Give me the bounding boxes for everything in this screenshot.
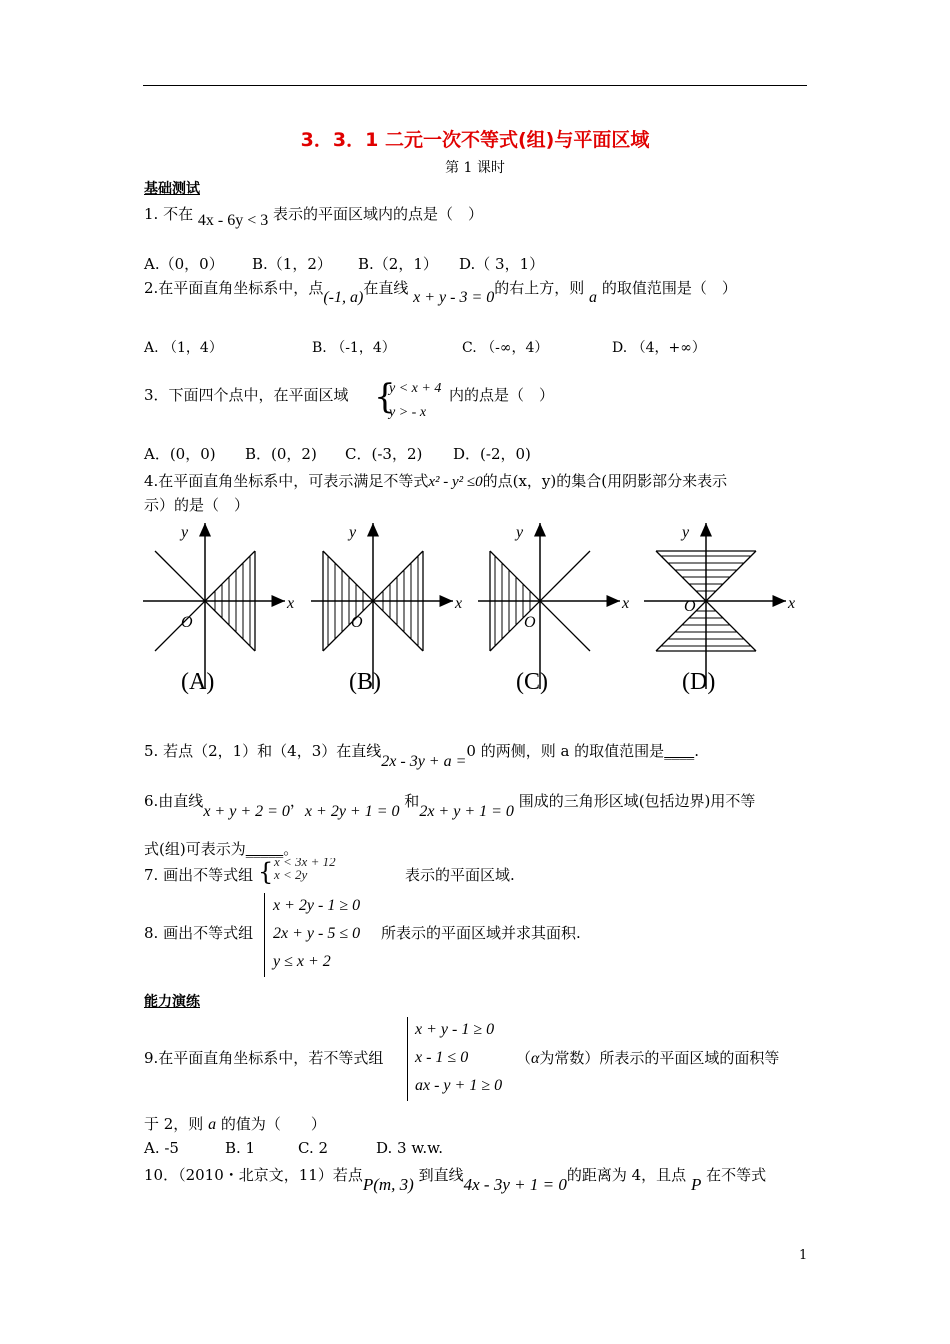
q8-ineq-2: 2x + y - 5 ≤ 0: [273, 925, 361, 942]
q3-ineq-1: y < x + 4: [389, 381, 442, 396]
q2-point: (-1, a): [323, 289, 364, 306]
q3-option-a: A．(0，0): [144, 445, 216, 463]
question-2: [144, 277, 737, 306]
q1-option-c: B.（2，1）: [358, 255, 438, 273]
question-1: [144, 203, 484, 229]
q10-text-d: 在不等式: [706, 1166, 767, 1184]
q9-paren: （: [516, 1049, 532, 1067]
q3-brace: {: [374, 377, 396, 417]
figure-d-x-label: x: [788, 595, 796, 612]
header-rule: [143, 85, 807, 86]
q4-text-b: 的点(x，y)的集合(用阴影部分来表示: [482, 472, 728, 490]
q5-blank[interactable]: ____: [664, 742, 695, 760]
q4-ineq: x² - y² ≤0: [428, 474, 483, 490]
question-6: [144, 790, 756, 820]
q9-line2: [144, 1113, 326, 1134]
q1-option-d: D.（ 3，1）: [459, 255, 545, 273]
q5-text-b: 0 的两侧，则 a 的取值范围是: [466, 742, 665, 760]
q6-sep: ，: [289, 792, 305, 810]
q9-var: a: [208, 1116, 217, 1133]
q7-system: [268, 858, 402, 884]
q10-text-c: 的距离为 4，且点: [566, 1166, 687, 1184]
q4-text: 4.在平面直角坐标系中，可表示满足不等式: [144, 472, 429, 490]
q3-text-b: 内的点是（ ）: [449, 386, 555, 404]
figure-d-caption: (D): [682, 669, 716, 695]
q1-option-a: A.（0，0）: [144, 255, 224, 273]
q10-var: P: [690, 1175, 702, 1194]
q6-and: 和: [404, 792, 420, 810]
figure-a-y-label: y: [181, 524, 189, 541]
figure-a: [143, 523, 294, 695]
q4-figures: [140, 513, 820, 698]
q10-line: 4x - 3y + 1 = 0: [463, 1175, 567, 1194]
q9-text-line2-b: 的值为（ ）: [220, 1115, 326, 1133]
q8-ineq-3: y ≤ x + 2: [273, 953, 331, 970]
q6-text-line2: 式(组)可表示为: [144, 840, 246, 858]
q9-ineq-1: x + y - 1 ≥ 0: [415, 1021, 495, 1038]
q8-brace: [264, 893, 267, 977]
q6-line-2: x + 2y + 1 = 0: [304, 803, 400, 820]
q6-text-b: 围成的三角形区域(包括边界)用不等: [518, 792, 756, 810]
q7-brace: {: [258, 858, 274, 886]
question-8-text: 8. 画出不等式组: [144, 924, 254, 942]
q3-option-c: C．(-3，2): [345, 445, 423, 463]
figure-a-caption: (A): [181, 669, 215, 695]
q6-line-1: x + y + 2 = 0: [203, 803, 290, 820]
q3-ineq-2: y > - x: [389, 405, 427, 420]
q1-math: 4x - 6y < 3: [197, 212, 269, 229]
q9-text-line2: 于 2，则: [144, 1115, 204, 1133]
q2-text-d: 的取值范围是（ ）: [601, 279, 737, 297]
q5-text: 5. 若点（2，1）和（4，3）在直线: [144, 742, 382, 760]
figure-b-caption: (B): [349, 669, 381, 695]
q6-text: 6.由直线: [144, 792, 204, 810]
q9-ineq-2: x - 1 ≤ 0: [415, 1049, 469, 1066]
q9-option-d: D. 3 w.w.: [376, 1139, 443, 1157]
q4-text-line2: 示）的是（ ）: [144, 496, 250, 514]
q10-point: P(m, 3): [362, 1175, 414, 1194]
figure-c-x-label: x: [622, 595, 630, 612]
figure-d: [644, 523, 795, 695]
q9-text-b: 为常数）所表示的平面区域的面积等: [539, 1049, 780, 1067]
q7-text-b: 表示的平面区域.: [405, 866, 515, 884]
q6-blank[interactable]: _____: [245, 840, 284, 858]
q2-line: x + y - 3 = 0: [413, 289, 495, 306]
q10-text: 10．（2010・北京文，11）若点: [144, 1166, 363, 1184]
q5-end: .: [694, 742, 699, 760]
q6-line2: [144, 838, 298, 859]
figure-c-origin: O: [524, 614, 536, 631]
figure-b-x-label: x: [455, 595, 463, 612]
q1-option-b: B.（1，2）: [252, 255, 332, 273]
q9-ineq-3: ax - y + 1 ≥ 0: [415, 1077, 503, 1094]
q9-brace: [407, 1017, 410, 1101]
q2-option-a: A. （1，4）: [144, 340, 223, 356]
q1-text: 1. 不在: [144, 205, 194, 223]
question-3-text: 3．下面四个点中，在平面区域: [144, 386, 349, 404]
figure-d-origin: O: [684, 598, 696, 615]
q5-line: 2x - 3y + a =: [381, 753, 467, 770]
question-4: [144, 470, 727, 491]
q2-text-b: 在直线: [363, 279, 409, 297]
page-title: 3．3．1 二元一次不等式(组)与平面区域: [300, 129, 650, 151]
q2-option-b: B. （-1，4）: [312, 340, 396, 356]
q8-ineq-1: x + 2y - 1 ≥ 0: [273, 897, 361, 914]
q7-ineq-1: x < 3x + 12: [274, 858, 336, 869]
q9-option-b: B. 1: [225, 1139, 256, 1157]
figure-c: [478, 523, 629, 695]
q8-text-b: 所表示的平面区域并求其面积.: [381, 924, 581, 942]
q1-text-b: 表示的平面区域内的点是（ ）: [273, 205, 484, 223]
q6-line-3: 2x + y + 1 = 0: [419, 803, 514, 820]
question-7-text: 7. 画出不等式组: [144, 866, 254, 884]
section-heading-ability: 能力演练: [144, 994, 200, 1010]
q2-text-c: 的右上方，则: [494, 279, 585, 297]
question-5: [144, 740, 699, 770]
figure-d-y-label: y: [682, 524, 690, 541]
q7-ineq-2: x < 2y: [274, 867, 308, 882]
q3-option-d: D．(-2，0): [453, 445, 531, 463]
figure-b: [311, 523, 462, 695]
page-subtitle: 第 1 课时: [445, 160, 505, 176]
q10-text-b: 到直线: [418, 1166, 464, 1184]
q9-option-a: A. -5: [144, 1139, 179, 1157]
figure-c-y-label: y: [516, 524, 524, 541]
question-9-text: 9.在平面直角坐标系中，若不等式组: [144, 1049, 384, 1067]
q9-option-c: C. 2: [298, 1139, 329, 1157]
page-number: 1: [799, 1248, 808, 1263]
figure-b-origin: O: [351, 614, 363, 631]
figure-a-origin: O: [181, 614, 193, 631]
section-heading-basic: 基础测试: [144, 181, 200, 197]
q3-option-b: B．(0，2): [245, 445, 317, 463]
q2-option-d: D. （4，+∞）: [612, 340, 706, 356]
q2-text: 2.在平面直角坐标系中，点: [144, 279, 324, 297]
q9-tail: [516, 1047, 779, 1068]
q9-alpha: α: [531, 1050, 540, 1067]
question-10: [144, 1164, 767, 1194]
q2-var: a: [589, 289, 598, 306]
q6-end: 。: [283, 840, 299, 858]
figure-c-caption: (C): [516, 669, 548, 695]
figure-a-x-label: x: [287, 595, 295, 612]
figure-b-y-label: y: [349, 524, 357, 541]
q2-option-c: C. （-∞，4）: [462, 340, 549, 356]
